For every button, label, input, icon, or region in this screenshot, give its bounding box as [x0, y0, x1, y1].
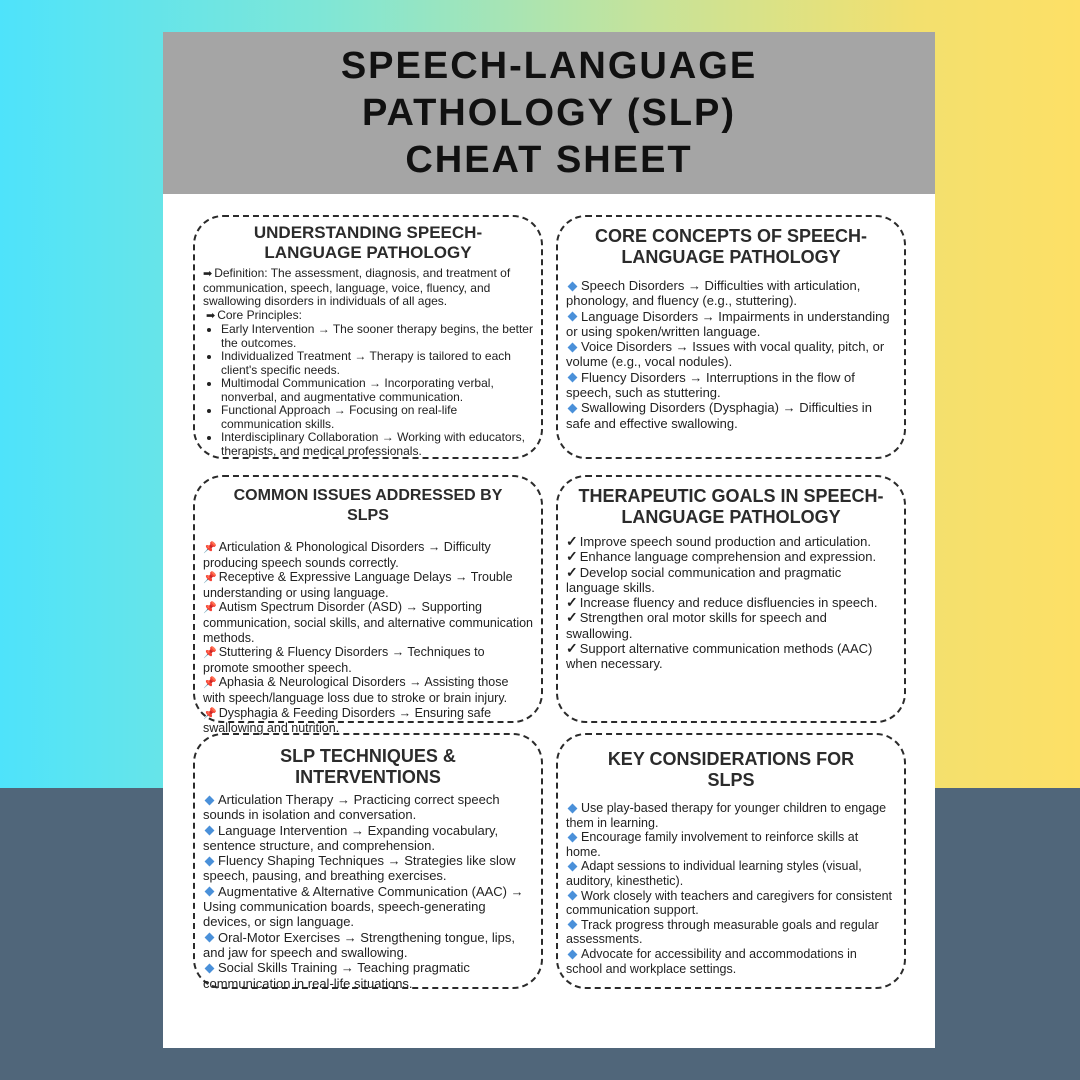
check-mark-icon: ✓ [566, 640, 578, 657]
check-mark-icon: ✓ [566, 594, 578, 611]
blue-diamond-icon [568, 373, 578, 383]
pushpin-icon: 📌 [203, 677, 217, 690]
pushpin-icon: 📌 [203, 707, 217, 720]
core-principles-label: ➡ Core Principles: [206, 307, 302, 322]
list-item: Voice Disorders → Issues with vocal quality, pitch, or volume (e.g., vocal nodules). [566, 339, 885, 370]
blue-diamond-icon [205, 933, 215, 943]
core-concepts-section [556, 215, 906, 459]
list-item: Fluency Disorders → Interruptions in the flow of speech, such as stuttering. [566, 369, 855, 401]
page-title [163, 32, 935, 194]
pushpin-icon: 📌 [203, 572, 217, 585]
list-item: Use play-based therapy for younger children to engage them in learning. [566, 801, 887, 830]
core-principles-list [203, 323, 533, 458]
right-arrow-icon: ➡ [206, 309, 216, 322]
definition-item: ➡ Definition: The assessment, diagnosis, and treatment of communication, speech, language, voice, fluency, and swallowing disorders in individuals of all ages. [203, 266, 511, 308]
page-title-line: PATHOLOGY (SLP) [361, 91, 737, 134]
list-item: 📌 Receptive & Expressive Language Delays → Trouble understanding or using language. [203, 570, 513, 600]
page-title-line: SPEECH-LANGUAGE [340, 44, 758, 87]
blue-diamond-icon [568, 891, 578, 901]
key-considerations-section [556, 733, 906, 989]
list-item: 📌 Aphasia & Neurological Disorders → Assisting those with speech/language loss due to stroke or brain injury. [203, 675, 509, 705]
blue-diamond-icon [568, 949, 578, 959]
list-item: ✓ Strengthen oral motor skills for speech and swallowing. [566, 609, 827, 641]
list-item: Work closely with teachers and caregivers for consistent communication support. [566, 888, 893, 918]
blue-diamond-icon [568, 342, 578, 352]
blue-diamond-icon [568, 403, 578, 413]
list-item: Language Disorders → Impairments in understanding or using spoken/written language. [566, 308, 890, 339]
pushpin-icon: 📌 [203, 542, 217, 554]
list-item: Oral-Motor Exercises → Strengthening tongue, lips, and jaw for speech and swallowing. [203, 929, 515, 960]
therapeutic-goals-section [556, 475, 906, 723]
blue-diamond-icon [568, 803, 578, 813]
list-item: Adapt sessions to individual learning styles (visual, auditory, kinesthetic). [566, 859, 862, 888]
list-item: ✓ Develop social communication and pragmatic language skills. [566, 563, 842, 595]
pushpin-icon: 📌 [203, 647, 217, 660]
right-arrow-icon: ➡ [203, 268, 213, 280]
list-item: Fluency Shaping Techniques → Strategies like slow speech, pausing, and breathing exercises. [203, 853, 516, 884]
blue-diamond-icon [205, 795, 215, 805]
cheat-sheet-page [163, 32, 935, 1048]
section-title: THERAPEUTIC GOALS IN SPEECH-LANGUAGE PATHOLOGY [578, 486, 884, 527]
section-title: KEY CONSIDERATIONS FOR SLPS [607, 749, 855, 790]
common-issues-section [193, 475, 543, 736]
check-mark-icon: ✓ [566, 609, 578, 626]
blue-diamond-icon [205, 856, 215, 866]
list-item: ✓ Enhance language comprehension and expression. [566, 548, 877, 565]
blue-diamond-icon [568, 832, 578, 842]
blue-diamond-icon [205, 963, 215, 973]
list-item: Social Skills Training → Teaching pragmatic communication in real-life situations. [203, 960, 470, 991]
blue-diamond-icon [205, 887, 215, 897]
blue-diamond-icon [205, 826, 215, 836]
blue-diamond-icon [568, 312, 578, 322]
list-item: • Early Intervention → The sooner therapy begins, the better the outcomes. [221, 323, 533, 350]
list-item: 📌 Stuttering & Fluency Disorders → Techniques to promote smoother speech. [203, 645, 485, 675]
list-item: • Multimodal Communication → Incorporating verbal, nonverbal, and augmentative communication. [221, 377, 533, 404]
page-title-line: CHEAT SHEET [405, 138, 693, 181]
section-title: UNDERSTANDING SPEECH-LANGUAGE PATHOLOGY [253, 223, 483, 262]
pushpin-icon: 📌 [203, 602, 217, 615]
understanding-slp-section [193, 215, 543, 459]
list-item: 📌 Articulation & Phonological Disorders → Difficulty producing speech sounds correctly. [203, 540, 491, 570]
list-item: • Interdisciplinary Collaboration → Working with educators, therapists, and medical professionals. [221, 431, 533, 458]
section-title: SLP TECHNIQUES & INTERVENTIONS [280, 746, 456, 787]
list-item: Augmentative & Alternative Communication (AAC) → Using communication boards, speech-generating devices, or sign language. [203, 883, 524, 930]
blue-diamond-icon [568, 862, 578, 872]
list-item: ✓ Support alternative communication methods (AAC) when necessary. [566, 640, 873, 672]
techniques-section [193, 733, 543, 989]
list-item: Articulation Therapy → Practicing correct speech sounds in isolation and conversation. [203, 792, 500, 823]
check-mark-icon: ✓ [566, 563, 578, 580]
list-item: • Individualized Treatment → Therapy is tailored to each client's specific needs. [221, 350, 533, 377]
section-title: COMMON ISSUES ADDRESSED BY SLPS [233, 487, 503, 524]
list-item: Advocate for accessibility and accommodations in school and workplace settings. [566, 946, 857, 976]
list-item: Encourage family involvement to reinforce skills at home. [566, 830, 859, 859]
blue-diamond-icon [568, 281, 578, 291]
list-item: 📌 Autism Spectrum Disorder (ASD) → Supporting communication, social skills, and alternative communication methods. [203, 600, 534, 645]
list-item: • Functional Approach → Focusing on real-life communication skills. [221, 404, 533, 431]
blue-diamond-icon [568, 920, 578, 930]
check-mark-icon: ✓ [566, 548, 578, 565]
list-item: ✓ Increase fluency and reduce disfluencies in speech. [566, 594, 878, 611]
list-item: Language Intervention → Expanding vocabulary, sentence structure, and comprehension. [203, 822, 499, 853]
list-item: Speech Disorders → Difficulties with articulation, phonology, and fluency (e.g., stuttering). [566, 278, 861, 309]
check-mark-icon: ✓ [566, 533, 578, 549]
section-title: CORE CONCEPTS OF SPEECH-LANGUAGE PATHOLOGY [594, 226, 868, 267]
list-item: ✓ Improve speech sound production and articulation. [566, 533, 871, 549]
list-item: 📌 Dysphagia & Feeding Disorders → Ensuring safe swallowing and nutrition. [203, 705, 492, 736]
list-item: Swallowing Disorders (Dysphagia) → Difficulties in safe and effective swallowing. [566, 400, 872, 431]
list-item: Track progress through measurable goals and regular assessments. [566, 917, 879, 947]
